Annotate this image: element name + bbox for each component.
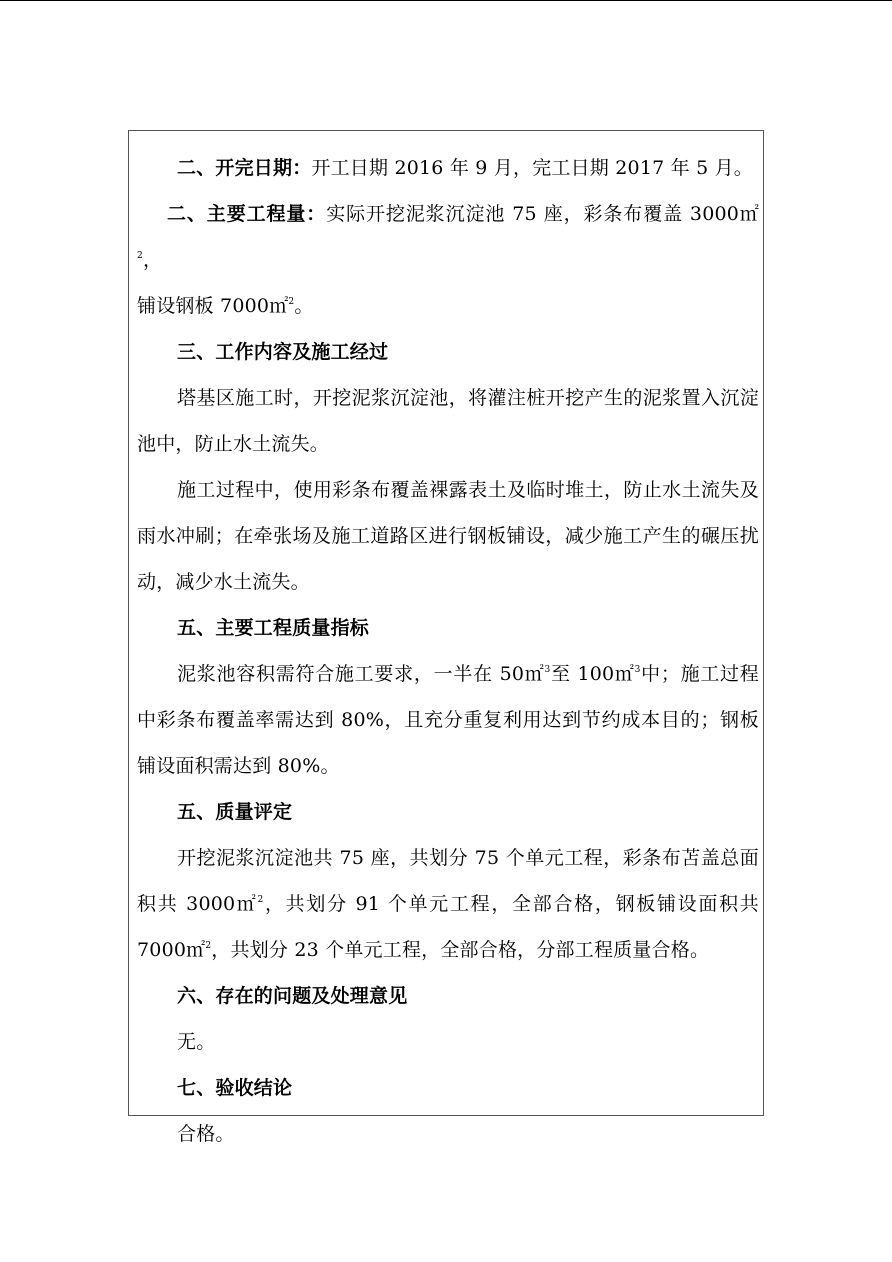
conclusion-text: 合格。 [177,1123,235,1145]
dates-text: 开工日期 2016 年 9 月，完工日期 2017 年 5 月。 [311,157,754,179]
quantity-line2-a: 铺设钢板 7000㎡ [137,295,289,317]
quantity-sup-a: 2 [137,251,143,261]
top-border-line [0,0,892,1]
quality-index-sup-a: 3 [544,665,551,675]
quantity-label: 二、主要工程量： [167,203,327,225]
quantity-text-a: 实际开挖泥浆沉淀池 75 座，彩条布覆盖 3000㎡ [326,203,759,225]
issues-text: 无。 [177,1031,216,1053]
quality-index-text-a: 泥浆池容积需符合施工要求，一半在 50㎡ [177,663,545,685]
assessment-paragraph [137,835,759,973]
quantity-paragraph [137,191,759,329]
work-paragraph-2: 施工过程中，使用彩条布覆盖裸露表土及临时堆土，防止水土流失及雨水冲刷；在牵张场及施工道路区进行钢板铺设，减少施工产生的碾压扰动，减少水土流失。 [137,479,759,593]
quality-index-paragraph [137,651,759,789]
conclusion-heading: 七、验收结论 [177,1077,293,1099]
quantity-sup-b: 2 [288,297,295,307]
dates-paragraph [137,145,759,191]
document-content [137,145,759,1157]
assessment-heading: 五、质量评定 [177,801,293,823]
quality-index-sup-b: 3 [634,665,641,675]
dates-label: 二、开完日期： [177,157,312,179]
work-paragraph-1: 塔基区施工时，开挖泥浆沉淀池，将灌注桩开挖产生的泥浆置入沉淀池中，防止水土流失。 [137,387,759,455]
assessment-sup-a: 2 [257,895,264,905]
quality-index-text-b: 至 100㎡ [550,663,635,685]
assessment-text-c: ，共划分 23 个单元工程，全部合格，分部工程质量合格。 [211,939,710,961]
assessment-text-b: ，共划分 91 个单元工程，全部合格，钢板铺设面积共 7000㎡ [137,893,759,961]
quantity-text-b: ， [142,249,163,271]
work-heading: 三、工作内容及施工经过 [177,341,389,363]
assessment-sup-b: 2 [205,941,212,951]
form-table-cell [128,130,764,1145]
assessment-text-a: 开挖泥浆沉淀池共 75 座，共划分 75 个单元工程，彩条布苫盖总面积共 3000㎡ [137,847,759,915]
quantity-line2-b: 。 [294,295,314,317]
issues-heading: 六、存在的问题及处理意见 [177,985,408,1007]
quality-index-heading: 五、主要工程质量指标 [177,617,370,639]
quality-index-text-c: 中；施工过程中彩条布覆盖率需达到 80%，且充分重复利用达到节约成本目的；钢板铺设面积需达到 80%。 [137,663,760,777]
